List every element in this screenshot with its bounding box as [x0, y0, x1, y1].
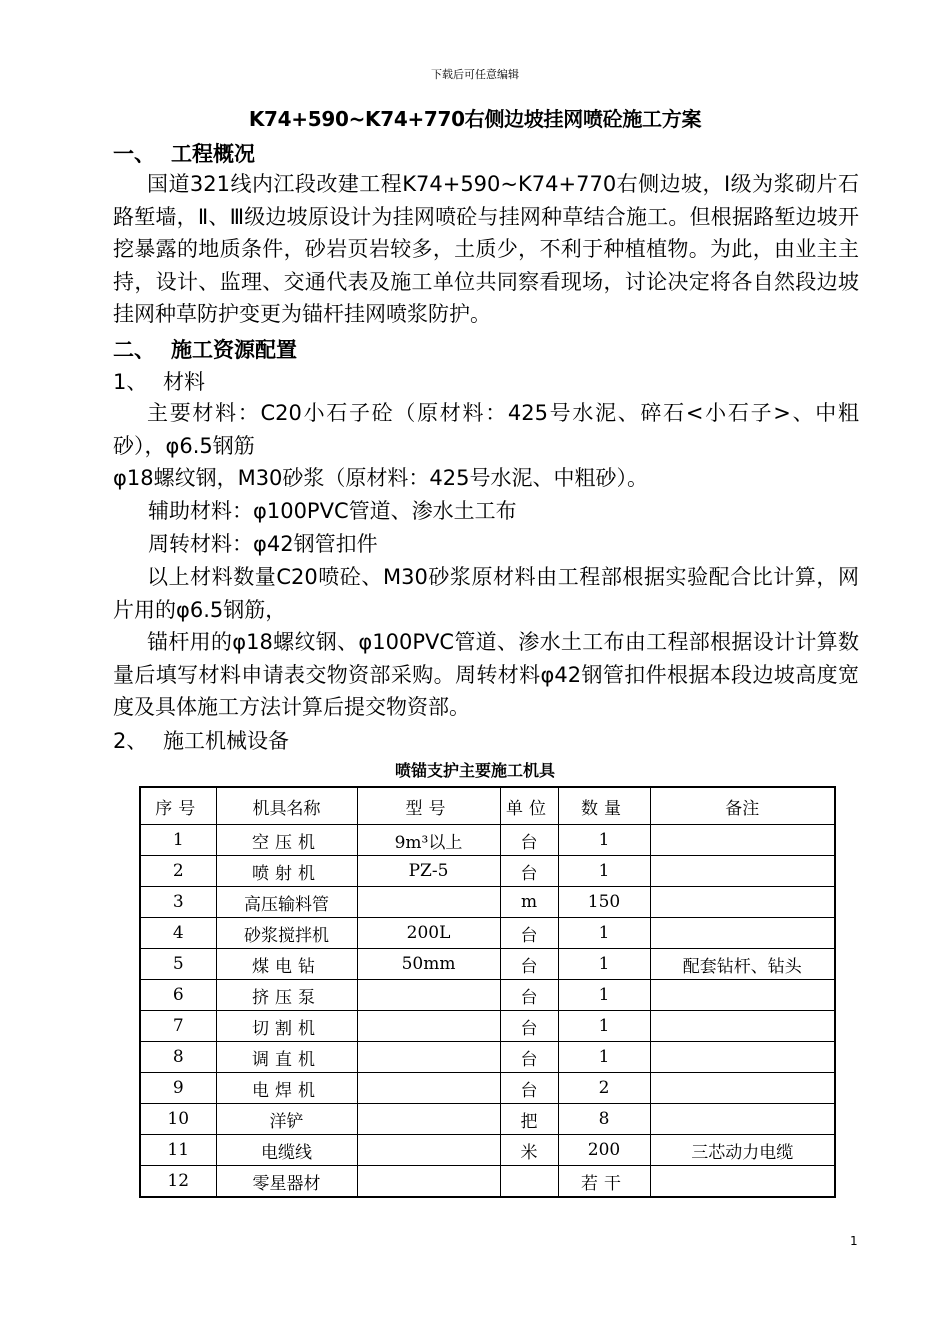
table-cell-no: 11 — [140, 1135, 216, 1166]
table-cell-no: 1 — [140, 825, 216, 856]
procurement-paragraph: 锚杆用的φ18螺纹钢、φ100PVC管道、渗水土工布由工程部根据设计计算数量后填写材料申请表交物资部采购。周转材料φ42钢管扣件根据本段边坡高度宽度及具体施工方法计算后提交物资部。 — [113, 630, 859, 720]
table-cell-no: 10 — [140, 1104, 216, 1135]
table-cell-name: 空压机 — [216, 825, 357, 856]
table-cell-qty: 1 — [558, 856, 650, 887]
table-cell-name: 煤电钻 — [216, 949, 357, 980]
header-cell: 序号 — [140, 787, 216, 825]
table-cell-model — [357, 1104, 500, 1135]
table-cell-name: 切割机 — [216, 1011, 357, 1042]
table-row — [140, 1104, 835, 1135]
subsection-2-number: 2、 — [113, 729, 148, 753]
table-cell-unit: m — [500, 887, 558, 918]
table-cell-qty: 150 — [558, 887, 650, 918]
header-note: 下载后可任意编辑 — [431, 68, 519, 81]
table-cell-name: 挤压泵 — [216, 980, 357, 1011]
table-cell-note — [650, 1104, 835, 1135]
table-cell-no: 6 — [140, 980, 216, 1011]
subsection-materials-heading — [113, 366, 205, 396]
table-cell-model — [357, 980, 500, 1011]
table-cell-name: 零星器材 — [216, 1166, 357, 1198]
table-cell-model — [357, 1042, 500, 1073]
table-cell-note: 配套钻杆、钻头 — [650, 949, 835, 980]
table-cell-note — [650, 1166, 835, 1198]
table-cell-name: 洋铲 — [216, 1104, 357, 1135]
subsection-equipment-heading — [113, 725, 289, 755]
table-cell-model — [357, 1135, 500, 1166]
section-1-title: 工程概况 — [171, 142, 255, 166]
table-cell-note — [650, 1011, 835, 1042]
subsection-1-title: 材料 — [163, 370, 205, 394]
table-cell-unit: 把 — [500, 1104, 558, 1135]
table-cell-no: 5 — [140, 949, 216, 980]
table-header-row — [140, 787, 835, 825]
table-cell-note — [650, 887, 835, 918]
section-1-number: 一、 — [113, 142, 155, 166]
table-cell-note — [650, 856, 835, 887]
table-cell-name: 喷射机 — [216, 856, 357, 887]
document-title: K74+590~K74+770右侧边坡挂网喷砼施工方案 — [248, 107, 702, 131]
table-cell-model: 50mm — [357, 949, 500, 980]
table-cell-no: 12 — [140, 1166, 216, 1198]
table-cell-note — [650, 918, 835, 949]
table-cell-note — [650, 825, 835, 856]
table-cell-qty: 2 — [558, 1073, 650, 1104]
table-cell-note — [650, 980, 835, 1011]
table-cell-qty: 1 — [558, 949, 650, 980]
section-1-heading — [113, 138, 255, 168]
table-cell-qty: 1 — [558, 1042, 650, 1073]
table-cell-qty: 200 — [558, 1135, 650, 1166]
table-row — [140, 980, 835, 1011]
table-row — [140, 825, 835, 856]
header-cell: 数量 — [558, 787, 650, 825]
table-row — [140, 1073, 835, 1104]
auxiliary-materials: 辅助材料：φ100PVC管道、渗水土工布 — [148, 499, 517, 523]
table-cell-model: 200L — [357, 918, 500, 949]
table-cell-qty: 1 — [558, 825, 650, 856]
subsection-2-title: 施工机械设备 — [163, 729, 289, 753]
table-row — [140, 949, 835, 980]
main-materials-paragraph: 主要材料：C20小石子砼（原材料：425号水泥、碎石<小石子>、中粗砂），φ6.5钢筋 — [113, 401, 859, 458]
section-2-number: 二、 — [113, 338, 155, 362]
table-cell-no: 3 — [140, 887, 216, 918]
table-cell-model — [357, 1073, 500, 1104]
table-cell-name: 电缆线 — [216, 1135, 357, 1166]
main-materials-continued: φ18螺纹钢，M30砂浆（原材料：425号水泥、中粗砂）。 — [113, 466, 648, 490]
table-cell-unit: 台 — [500, 825, 558, 856]
table-cell-no: 8 — [140, 1042, 216, 1073]
table-body — [140, 825, 835, 1198]
table-cell-qty: 1 — [558, 980, 650, 1011]
table-row — [140, 1135, 835, 1166]
subsection-1-number: 1、 — [113, 370, 148, 394]
table-cell-model: 9m³以上 — [357, 825, 500, 856]
table-row — [140, 1011, 835, 1042]
header-cell: 型号 — [357, 787, 500, 825]
table-cell-unit: 台 — [500, 1042, 558, 1073]
table-row — [140, 1166, 835, 1198]
table-cell-note — [650, 1073, 835, 1104]
table-cell-name: 电焊机 — [216, 1073, 357, 1104]
table-cell-qty: 8 — [558, 1104, 650, 1135]
table-cell-model — [357, 887, 500, 918]
table-cell-no: 4 — [140, 918, 216, 949]
table-cell-unit: 米 — [500, 1135, 558, 1166]
table-caption: 喷锚支护主要施工机具 — [394, 761, 555, 780]
table-cell-unit — [500, 1166, 558, 1198]
table-cell-note — [650, 1042, 835, 1073]
header-cell: 单位 — [500, 787, 558, 825]
table-cell-unit: 台 — [500, 856, 558, 887]
table-cell-model — [357, 1166, 500, 1198]
table-cell-unit: 台 — [500, 918, 558, 949]
header-cell: 机具名称 — [216, 787, 357, 825]
table-cell-no: 2 — [140, 856, 216, 887]
section-2-title: 施工资源配置 — [171, 338, 297, 362]
equipment-table — [139, 786, 836, 1198]
table-cell-unit: 台 — [500, 949, 558, 980]
table-row — [140, 1042, 835, 1073]
table-cell-note: 三芯动力电缆 — [650, 1135, 835, 1166]
turnover-materials: 周转材料：φ42钢管扣件 — [148, 532, 378, 556]
table-cell-model: PZ-5 — [357, 856, 500, 887]
table-cell-qty: 若干 — [558, 1166, 650, 1198]
table-cell-unit: 台 — [500, 980, 558, 1011]
table-cell-unit: 台 — [500, 1011, 558, 1042]
table-row — [140, 856, 835, 887]
table-cell-name: 高压输料管 — [216, 887, 357, 918]
header-cell: 备注 — [650, 787, 835, 825]
table-cell-qty: 1 — [558, 918, 650, 949]
quantity-paragraph: 以上材料数量C20喷砼、M30砂浆原材料由工程部根据实验配合比计算，网片用的φ6.5钢筋， — [113, 565, 859, 622]
table-cell-no: 9 — [140, 1073, 216, 1104]
section-1-paragraph: 国道321线内江段改建工程K74+590~K74+770右侧边坡，Ⅰ级为浆砌片石路堑墙，Ⅱ、Ⅲ级边坡原设计为挂网喷砼与挂网种草结合施工。但根据路堑边坡开挖暴露的地质条件，砂岩页岩较多，土质少，不利于种植植物。为此，由业主主持，设计、监理、交通代表及施工单位共同察看现场，讨论决定将各自然段边坡挂网种草防护变更为锚杆挂网喷浆防护。 — [113, 172, 859, 327]
table-cell-name: 调直机 — [216, 1042, 357, 1073]
table-cell-model — [357, 1011, 500, 1042]
table-row — [140, 918, 835, 949]
section-2-heading — [113, 334, 297, 364]
page-number: 1 — [850, 1234, 858, 1248]
table-cell-qty: 1 — [558, 1011, 650, 1042]
table-row — [140, 887, 835, 918]
table-cell-name: 砂浆搅拌机 — [216, 918, 357, 949]
table-cell-unit: 台 — [500, 1073, 558, 1104]
table-cell-no: 7 — [140, 1011, 216, 1042]
